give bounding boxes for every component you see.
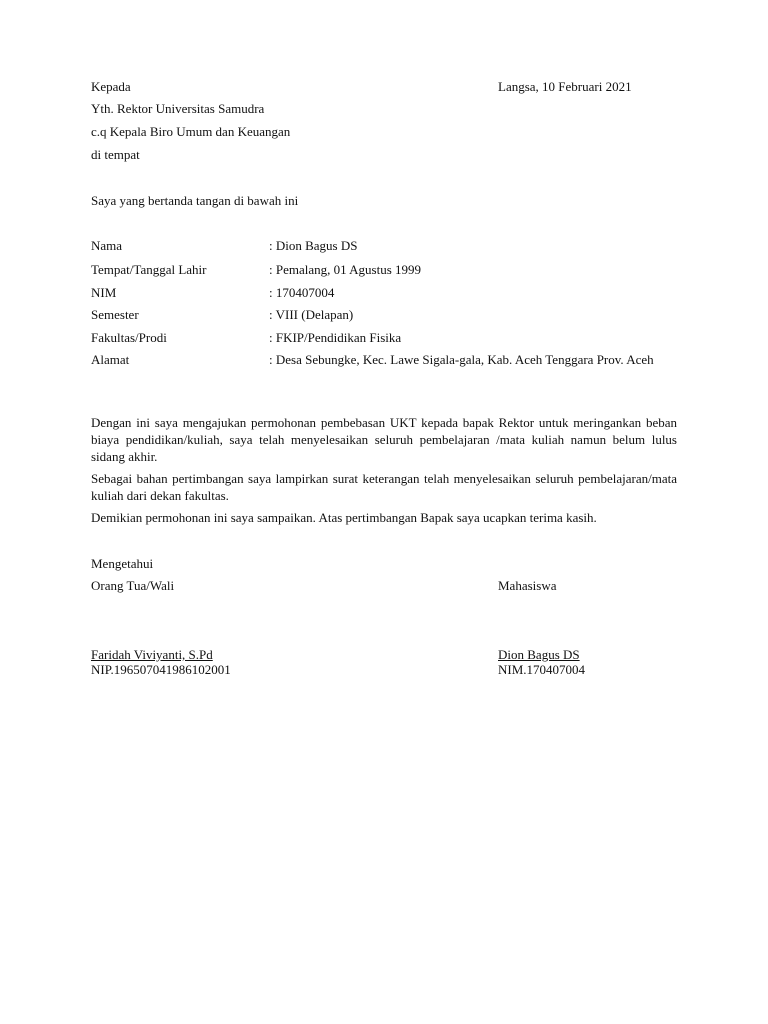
- intro-statement: Saya yang bertanda tangan di bawah ini: [91, 193, 299, 208]
- recipient-line-3: di tempat: [91, 147, 140, 162]
- identity-label-nim: NIM: [91, 285, 117, 300]
- identity-label-fakultas: Fakultas/Prodi: [91, 330, 167, 345]
- recipient-line-2: c.q Kepala Biro Umum dan Keuangan: [91, 124, 291, 139]
- identity-value-fakultas: : FKIP/Pendidikan Fisika: [269, 330, 402, 345]
- signature-right-role: Mahasiswa: [498, 578, 557, 593]
- body-paragraph-2: Sebagai bahan pertimbangan saya lampirkan surat keterangan telah menyelesaikan seluruh pembelajaran/mata kuliah dari dekan fakultas.: [91, 471, 677, 503]
- identity-label-ttl: Tempat/Tanggal Lahir: [91, 262, 207, 277]
- identity-value-semester: : VIII (Delapan): [269, 307, 354, 322]
- identity-value-nim: : 170407004: [269, 285, 335, 300]
- mengetahui-label: Mengetahui: [91, 556, 154, 571]
- salutation-kepada: Kepada: [91, 79, 131, 94]
- body-paragraph-1: Dengan ini saya mengajukan permohonan pembebasan UKT kepada bapak Rektor untuk meringankan beban biaya pendidikan/kuliah, saya telah menyelesaikan seluruh pembelajaran /mata kuliah namun belum lulus sidang akhir.: [91, 415, 677, 464]
- identity-label-semester: Semester: [91, 307, 139, 322]
- identity-label-nama: Nama: [91, 238, 123, 253]
- signature-right-id: NIM.170407004: [498, 662, 586, 677]
- identity-value-nama: : Dion Bagus DS: [269, 238, 358, 253]
- signature-left-role: Orang Tua/Wali: [91, 578, 175, 593]
- identity-value-alamat: : Desa Sebungke, Kec. Lawe Sigala-gala, Kab. Aceh Tenggara Prov. Aceh: [269, 352, 654, 367]
- identity-label-alamat: Alamat: [91, 352, 130, 367]
- signature-left-name: Faridah Viviyanti, S.Pd: [91, 647, 213, 662]
- body-paragraph-3: Demikian permohonan ini saya sampaikan. Atas pertimbangan Bapak saya ucapkan terima kasih.: [91, 510, 597, 525]
- recipient-line-1: Yth. Rektor Universitas Samudra: [91, 101, 265, 116]
- signature-right-name: Dion Bagus DS: [498, 647, 580, 662]
- letter-date: Langsa, 10 Februari 2021: [498, 79, 632, 94]
- identity-value-ttl: : Pemalang, 01 Agustus 1999: [269, 262, 422, 277]
- signature-left-id: NIP.196507041986102001: [91, 662, 231, 677]
